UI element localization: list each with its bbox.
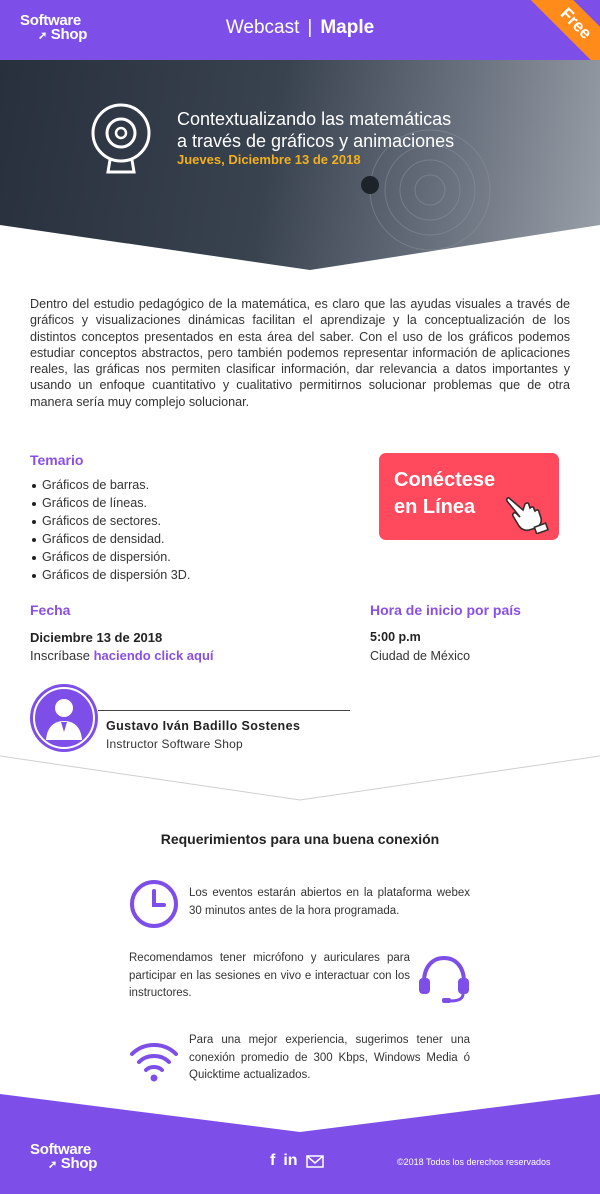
register-link[interactable]: haciendo click aquí — [93, 648, 214, 663]
list-item: Gráficos de barras. — [30, 476, 190, 494]
pointing-hand-icon — [505, 492, 551, 534]
instructor-name: Gustavo Iván Badillo Sostenes — [106, 719, 301, 733]
start-city: Ciudad de México — [370, 649, 471, 663]
list-item: Gráficos de densidad. — [30, 530, 190, 548]
user-icon — [30, 684, 98, 752]
temario-label: Temario — [30, 452, 84, 468]
requirement-text-connection: Para una mejor experiencia, sugerimos tener una conexión promedio de 300 Kbps, Windows Media ó Quicktime actualizados. — [189, 1034, 470, 1081]
logo-arrow-icon: ➚ — [38, 30, 47, 42]
footer-logo[interactable]: Software ➚ Shop — [30, 1141, 98, 1172]
wifi-icon — [128, 1038, 180, 1084]
section-divider — [0, 752, 600, 812]
mail-icon[interactable] — [306, 1155, 324, 1168]
event-date: Diciembre 13 de 2018 — [30, 630, 163, 645]
requirements-title: Requerimientos para una buena conexión — [160, 831, 440, 847]
requirement-text-webex: Los eventos estarán abiertos en la plataforma webex 30 minutos antes de la hora programada. — [189, 887, 470, 917]
requirement-text-microphone: Recomendamos tener micrófono y auriculares para participar en las sesiones en vivo e interactuar con los instructores. — [129, 952, 410, 999]
start-time: 5:00 p.m — [370, 630, 421, 644]
hero-banner — [0, 60, 600, 270]
social-links — [270, 1152, 324, 1170]
list-item: Gráficos de dispersión. — [30, 548, 190, 566]
facebook-icon[interactable]: f — [270, 1152, 276, 1169]
avatar — [30, 684, 98, 752]
fecha-label: Fecha — [30, 602, 71, 618]
webcam-icon — [90, 102, 152, 182]
copyright: ©2018 Todos los derechos reservados — [397, 1157, 551, 1167]
list-item: Gráficos de líneas. — [30, 494, 190, 512]
free-ribbon: Free — [524, 0, 600, 60]
instructor-role: Instructor Software Shop — [106, 737, 243, 751]
header-bar — [0, 0, 600, 60]
intro-paragraph: Dentro del estudio pedagógico de la matemática, es claro que las ayudas visuales a través de gráficos y visualizaciones dinámicas facilitan el aprendizaje y la conceptualización de los distintos conceptos presentados en esta área del saber. Con el uso de los gráficos podemos estudiar conceptos abstractos, pero también podemos representar información de aplicaciones reales, las gráficas nos permiten clasificar información, dar relevancia a datos importantes y usando un enfoque cuantitativo y cualitativo permitirnos solucionar problemas que de otra manera sería muy complejo solucionar. — [30, 297, 570, 409]
header-title: Webcast | Maple — [225, 17, 375, 38]
list-item: Gráficos de dispersión 3D. — [30, 566, 190, 584]
software-shop-logo[interactable]: Software ➚ Shop — [20, 12, 88, 43]
hero-date: Jueves, Diciembre 13 de 2018 — [177, 152, 361, 167]
logo-arrow-icon: ➚ — [48, 1159, 57, 1171]
temario-list — [30, 476, 190, 584]
headset-icon — [416, 952, 472, 1004]
connect-online-button[interactable]: Conéctese en Línea — [379, 453, 559, 540]
hora-label: Hora de inicio por país — [370, 602, 521, 618]
clock-icon — [128, 878, 180, 930]
instructor-divider — [98, 710, 350, 711]
register-line: Inscríbase haciendo click aquí — [30, 648, 214, 663]
hero-title: Contextualizando las matemáticas a través de gráficos y animaciones — [177, 109, 455, 151]
list-item: Gráficos de sectores. — [30, 512, 190, 530]
linkedin-icon[interactable]: in — [283, 1152, 298, 1169]
